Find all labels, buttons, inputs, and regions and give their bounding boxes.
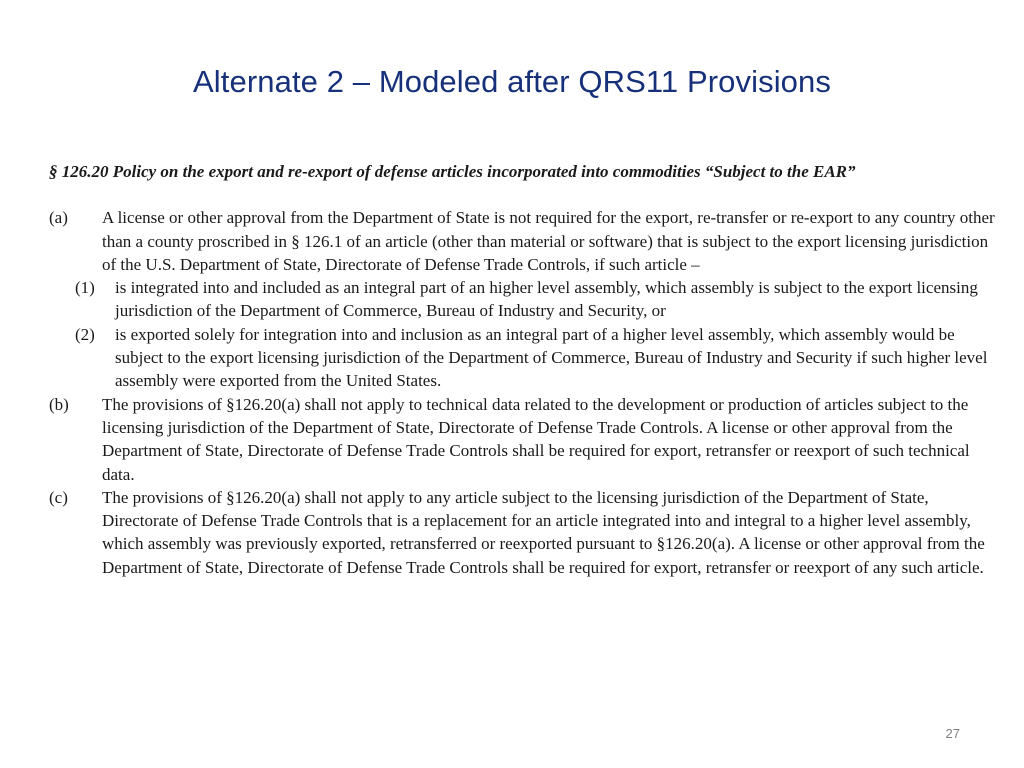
paragraph-text: A license or other approval from the Department of State is not required for the export, re-transfer or re-export to any country other than a county proscribed in § 126.1 of an article (other than material or software) that is subject to the export licensing jurisdiction of the U.S. Department of State, Directorate of Defense Trade Controls, if such article – bbox=[102, 208, 995, 274]
paragraph-label: (a) bbox=[49, 208, 68, 228]
paragraph-text: The provisions of §126.20(a) shall not apply to any article subject to the licensing jurisdiction of the Department of State, Directorate of Defense Trade Controls that is a replacement for an article integrated into and integral to a higher level assembly, which assembly was previously exported, retransferred or reexported pursuant to §126.20(a). A license or other approval from the Department of State, Directorate of Defense Trade Controls shall be required for export, retransfer or reexport of any such article. bbox=[102, 487, 985, 577]
section-heading: § 126.20 Policy on the export and re-export of defense articles incorporated into commodities “Subject to the EAR” bbox=[49, 162, 856, 181]
slide-title: Alternate 2 – Modeled after QRS11 Provisions bbox=[193, 64, 831, 99]
page-number: 27 bbox=[945, 726, 960, 741]
paragraph-label: (b) bbox=[49, 394, 69, 414]
paragraph-label: (c) bbox=[49, 487, 68, 507]
subparagraph-text: is integrated into and included as an integral part of an higher level assembly, which assembly is subject to the export licensing jurisdiction of the Department of Commerce, Bureau of Industry and Security, or bbox=[115, 278, 978, 321]
subparagraph-label: (2) bbox=[75, 324, 95, 344]
subparagraph-1 bbox=[49, 276, 999, 323]
paragraph-text: The provisions of §126.20(a) shall not apply to technical data related to the development or production of articles subject to the licensing jurisdiction of the Department of State, Directorate of Defense Trade Controls. A license or other approval from the Department of State, Directorate of Defense Trade Controls shall be required for export, retransfer or reexport of such technical data. bbox=[102, 394, 970, 484]
subparagraph-label: (1) bbox=[75, 278, 95, 298]
paragraph-c bbox=[49, 486, 999, 579]
paragraph-a bbox=[49, 206, 999, 276]
subparagraph-text: is exported solely for integration into and inclusion as an integral part of a higher level assembly, which assembly would be subject to the export licensing jurisdiction of the Department of Commerce, Bureau of Industry and Security if such higher level assembly were exported from the United States. bbox=[115, 324, 988, 391]
subparagraph-2 bbox=[49, 323, 999, 393]
paragraph-b bbox=[49, 393, 999, 486]
document-excerpt bbox=[49, 160, 999, 579]
